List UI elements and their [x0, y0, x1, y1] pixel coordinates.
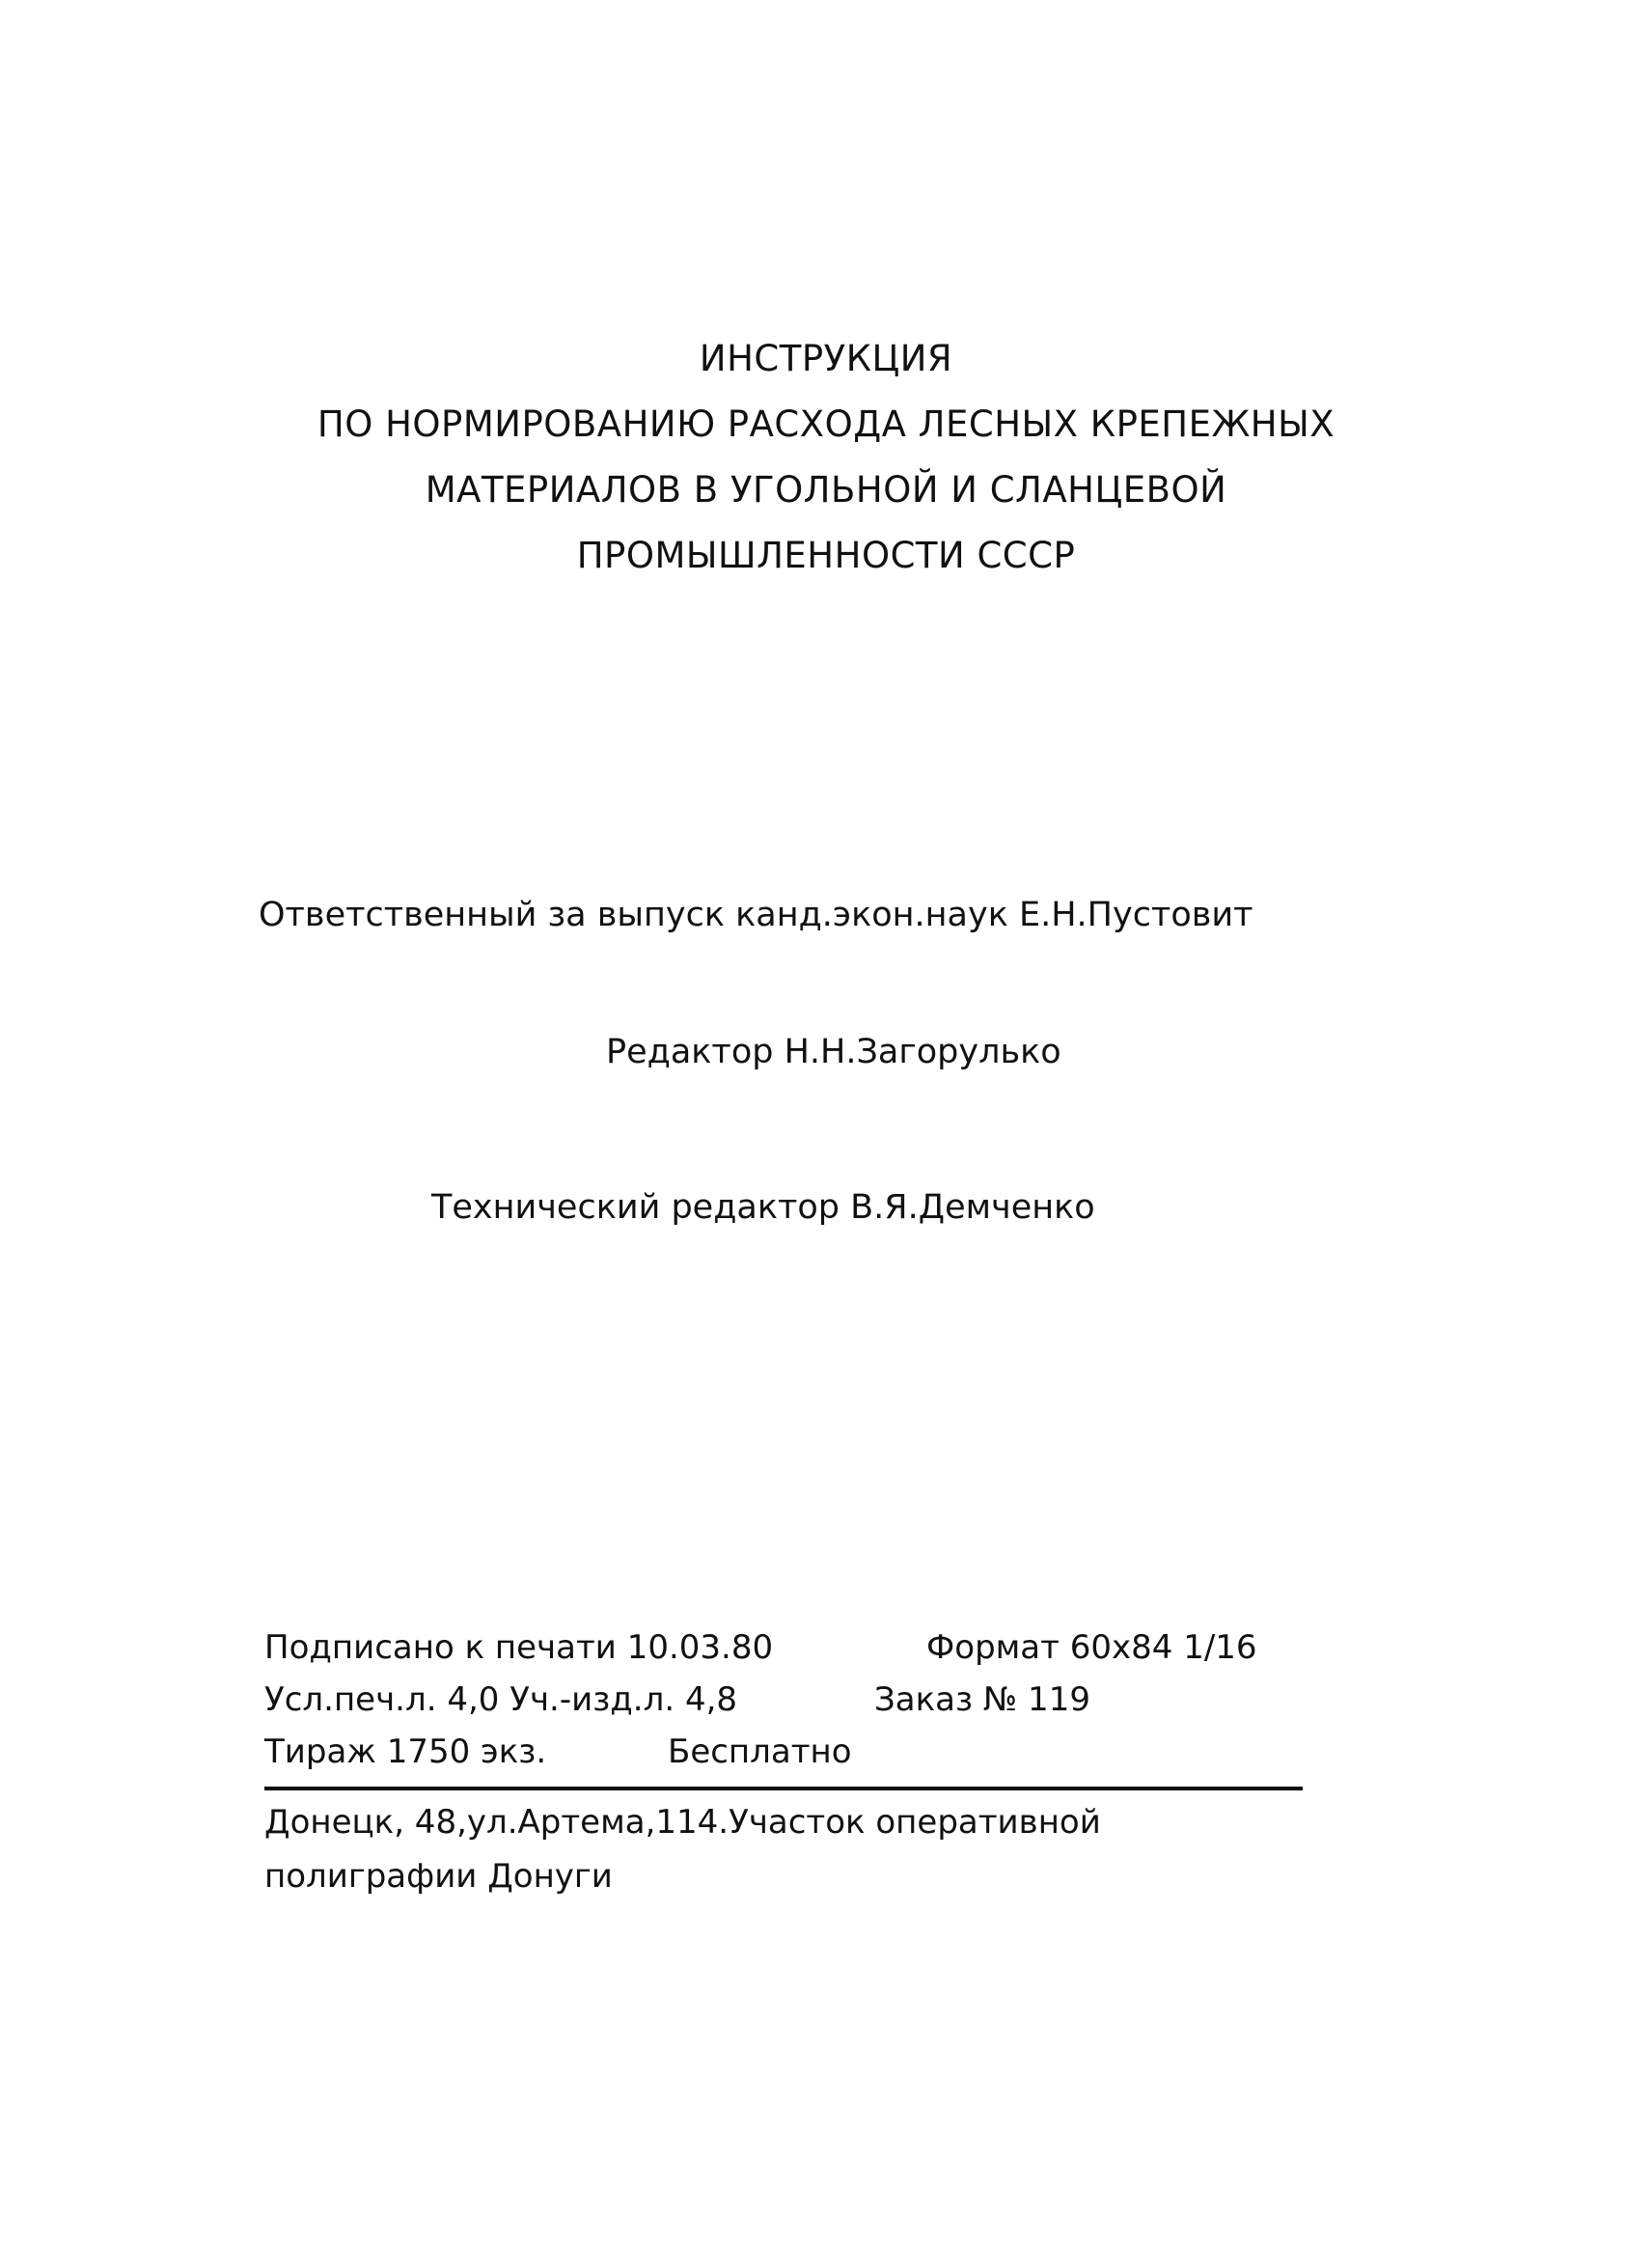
signed-to-print: Подписано к печати 10.03.80: [264, 1628, 774, 1667]
order-number: Заказ № 119: [874, 1680, 1090, 1719]
printed-sheets: Усл.печ.л. 4,0 Уч.-изд.л. 4,8: [264, 1680, 738, 1719]
document-title: [0, 326, 1652, 589]
imprint-block: [264, 1622, 1307, 1896]
imprint-row-run: [264, 1726, 1307, 1778]
responsible-editor-credit: Ответственный за выпуск канд.экон.наук Е.Н.Пустовит: [259, 896, 1253, 934]
editor-credit: Редактор Н.Н.Загорулько: [606, 1033, 1061, 1071]
paper-format: Формат 60x84 1/16: [926, 1628, 1257, 1667]
print-run: Тираж 1750 экз.: [264, 1733, 547, 1771]
title-line-1: ИНСТРУКЦИЯ: [699, 338, 953, 379]
imprint-row-signed: [264, 1622, 1307, 1674]
imprint-row-sheets: [264, 1674, 1307, 1726]
address-line-2: полиграфии Донуги: [264, 1857, 613, 1896]
address-line-1: Донецк, 48,ул.Артема,114.Участок оперативной: [264, 1803, 1101, 1842]
printer-address: [264, 1795, 1101, 1903]
title-line-3: МАТЕРИАЛОВ В УГОЛЬНОЙ И СЛАНЦЕВОЙ: [425, 469, 1227, 511]
title-line-4: ПРОМЫШЛЕННОСТИ СССР: [576, 535, 1076, 576]
price: Бесплатно: [668, 1733, 852, 1771]
divider-rule: [264, 1787, 1303, 1790]
title-line-2: ПО НОРМИРОВАНИЮ РАСХОДА ЛЕСНЫХ КРЕПЕЖНЫХ: [317, 403, 1335, 445]
technical-editor-credit: Технический редактор В.Я.Демченко: [431, 1188, 1095, 1227]
